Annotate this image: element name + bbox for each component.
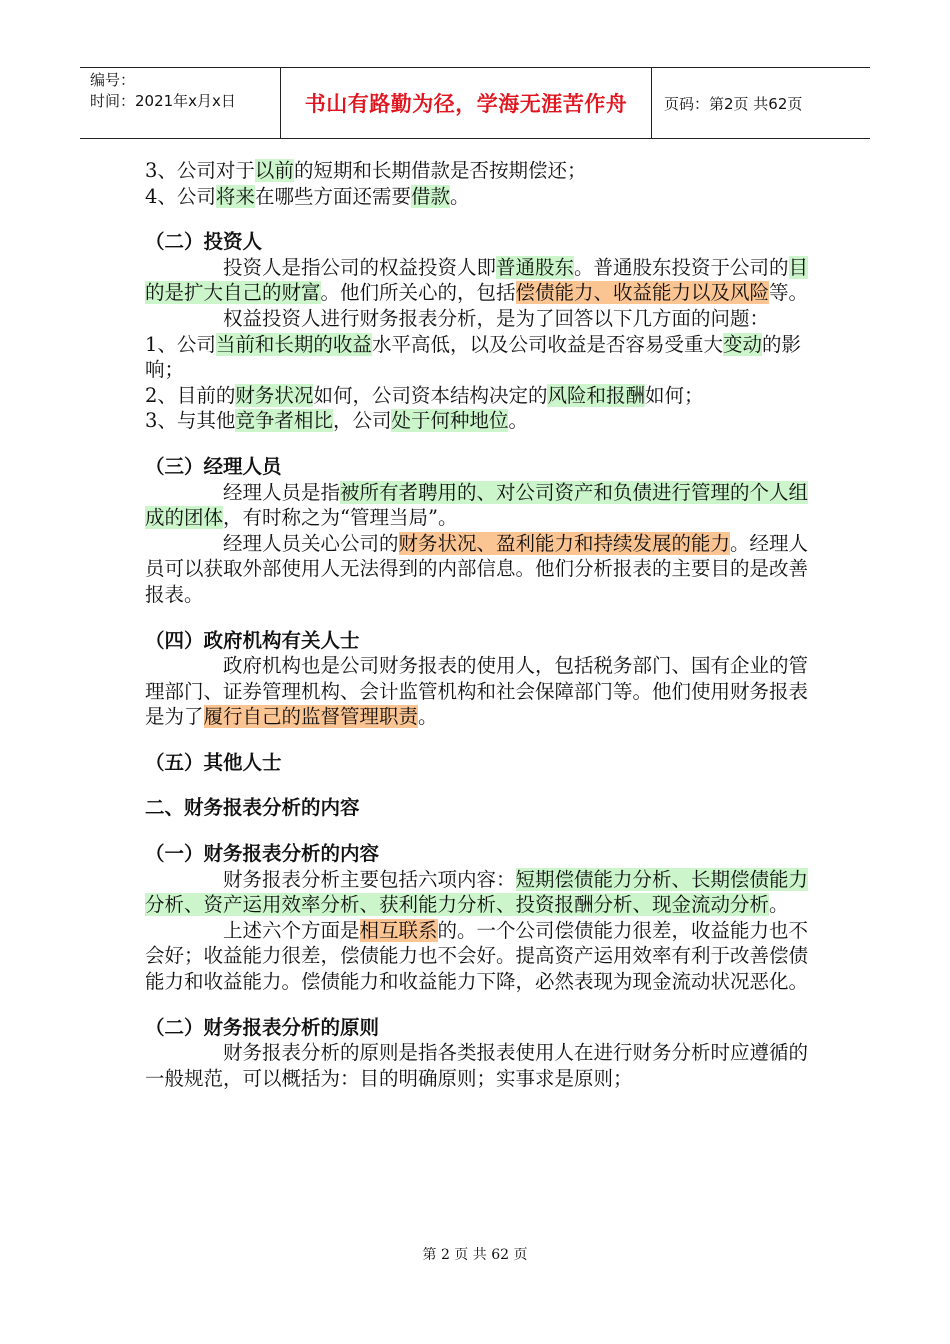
section-heading: （四）政府机构有关人士 xyxy=(145,628,360,652)
highlighted-text: 以前 xyxy=(254,159,294,182)
text-run: 。 xyxy=(769,893,789,917)
header-motto-cell xyxy=(281,68,652,138)
list-item xyxy=(145,408,825,434)
text-run: 。普通股东投资于公司的 xyxy=(574,255,789,279)
text-run: 经理人员关心公司的 xyxy=(223,531,399,555)
highlighted-text: 当前和长期的收益 xyxy=(215,332,372,356)
text-run: 。他们所关心的，包括 xyxy=(320,281,516,305)
highlighted-text: 竞争者相比 xyxy=(235,409,333,433)
highlighted-text: 将来 xyxy=(215,184,255,208)
text-run: 等。 xyxy=(769,281,809,305)
highlighted-text: 偿债能力、收益能力以及风险 xyxy=(515,281,770,305)
text-run: 政府机构也是公司财务报表的使用人，包括税务部门、国有企业的管理部门、证券管理机构、会计监管机构和社会保障部门等。他们使用财务报表是为了 xyxy=(145,654,809,729)
list-item xyxy=(145,383,825,409)
text-run: 4、公司 xyxy=(145,184,216,208)
text-run: 财务报表分析主要包括六项内容： xyxy=(223,867,516,891)
document-body xyxy=(145,158,825,1091)
list-item xyxy=(145,332,825,383)
paragraph: 财务报表分析的原则是指各类报表使用人在进行财务分析时应遵循的一般规范，可以概括为：目的明确原则；实事求是原则； xyxy=(145,1041,809,1090)
paragraph xyxy=(145,184,825,210)
header-page-info: 页码：第2页 共62页 xyxy=(664,94,803,113)
text-run: 如何； xyxy=(644,383,704,407)
section-heading: （二）投资人 xyxy=(145,230,263,254)
header-meta xyxy=(80,68,281,138)
paragraph: 权益投资人进行财务报表分析，是为了回答以下几方面的问题： xyxy=(223,306,770,330)
paragraph xyxy=(145,531,825,608)
text-run: 投资人是指公司的权益投资人即 xyxy=(223,255,497,279)
text-run: 在哪些方面还需要 xyxy=(254,184,411,208)
highlighted-text: 财务状况 xyxy=(235,383,314,407)
text-run: 的。一个公司偿债能力很差，收益能力也不会好；收益能力很差，偿债能力也不会好。提高资产运用效率有利于改善偿债能力和收益能力。偿债能力和收益能力下降，必然表现为现金流动状况恶化。 xyxy=(145,918,809,994)
text-run: 。 xyxy=(418,705,438,729)
paragraph xyxy=(145,867,825,918)
text-run: 。 xyxy=(508,409,528,433)
highlighted-text: 履行自己的监督管理职责 xyxy=(203,705,419,729)
text-run: 的影响； xyxy=(145,332,801,382)
header-time: 时间：2021年x月x日 xyxy=(90,92,236,110)
paragraph xyxy=(145,480,825,531)
text-run: 水平高低，以及公司收益是否容易受重大 xyxy=(371,332,723,356)
text-run: 。经理人员可以获取外部使用人无法得到的内部信息。他们分析报表的主要目的是改善报表。 xyxy=(145,531,809,606)
highlighted-text: 借款 xyxy=(410,184,450,208)
paragraph xyxy=(145,255,825,306)
text-run: 3、公司对于 xyxy=(145,159,255,182)
page-header xyxy=(80,67,870,139)
text-run: 的短期和长期借款是否按期偿还； xyxy=(293,159,587,182)
section-heading: （五）其他人士 xyxy=(145,750,282,774)
section-heading: （三）经理人员 xyxy=(145,454,282,478)
page-footer: 第 2 页 共 62 页 xyxy=(422,1247,528,1263)
highlighted-text: 处于何种地位 xyxy=(391,409,509,433)
chapter-heading: 二、财务报表分析的内容 xyxy=(145,796,360,820)
text-run: 3、与其他 xyxy=(145,409,236,433)
text-run: ，公司 xyxy=(332,409,392,433)
header-number: 编号： xyxy=(90,71,136,89)
paragraph xyxy=(145,158,825,184)
highlighted-text: 风险和报酬 xyxy=(547,383,645,407)
text-run: 1、公司 xyxy=(145,332,216,356)
highlighted-text: 普通股东 xyxy=(496,255,575,279)
text-run: ，有时称之为“管理当局”。 xyxy=(223,506,458,530)
text-run: 。 xyxy=(449,184,470,208)
paragraph xyxy=(145,918,825,995)
highlighted-text: 财务状况、盈利能力和持续发展的能力 xyxy=(398,531,731,555)
text-run: 上述六个方面是 xyxy=(223,918,360,942)
text-run: 经理人员是指 xyxy=(223,480,341,504)
highlighted-text: 目的是扩大自己的财富 xyxy=(145,255,809,305)
highlighted-text: 相互联系 xyxy=(359,918,438,942)
paragraph xyxy=(145,653,825,730)
highlighted-text: 被所有者聘用的、对公司资产和负债进行管理的个人组成的团体 xyxy=(145,480,809,530)
text-run: 如何，公司资本结构决定的 xyxy=(313,383,548,407)
header-motto: 书山有路勤为径，学海无涯苦作舟 xyxy=(304,92,628,116)
section-heading: （一）财务报表分析的内容 xyxy=(145,842,380,866)
text-run: 2、目前的 xyxy=(145,383,236,407)
highlighted-text: 变动 xyxy=(722,332,762,356)
section-heading: （二）财务报表分析的原则 xyxy=(145,1015,380,1039)
highlighted-text: 短期偿债能力分析、长期偿债能力分析、资产运用效率分析、获利能力分析、投资报酬分析、现金流动分析 xyxy=(145,867,809,917)
